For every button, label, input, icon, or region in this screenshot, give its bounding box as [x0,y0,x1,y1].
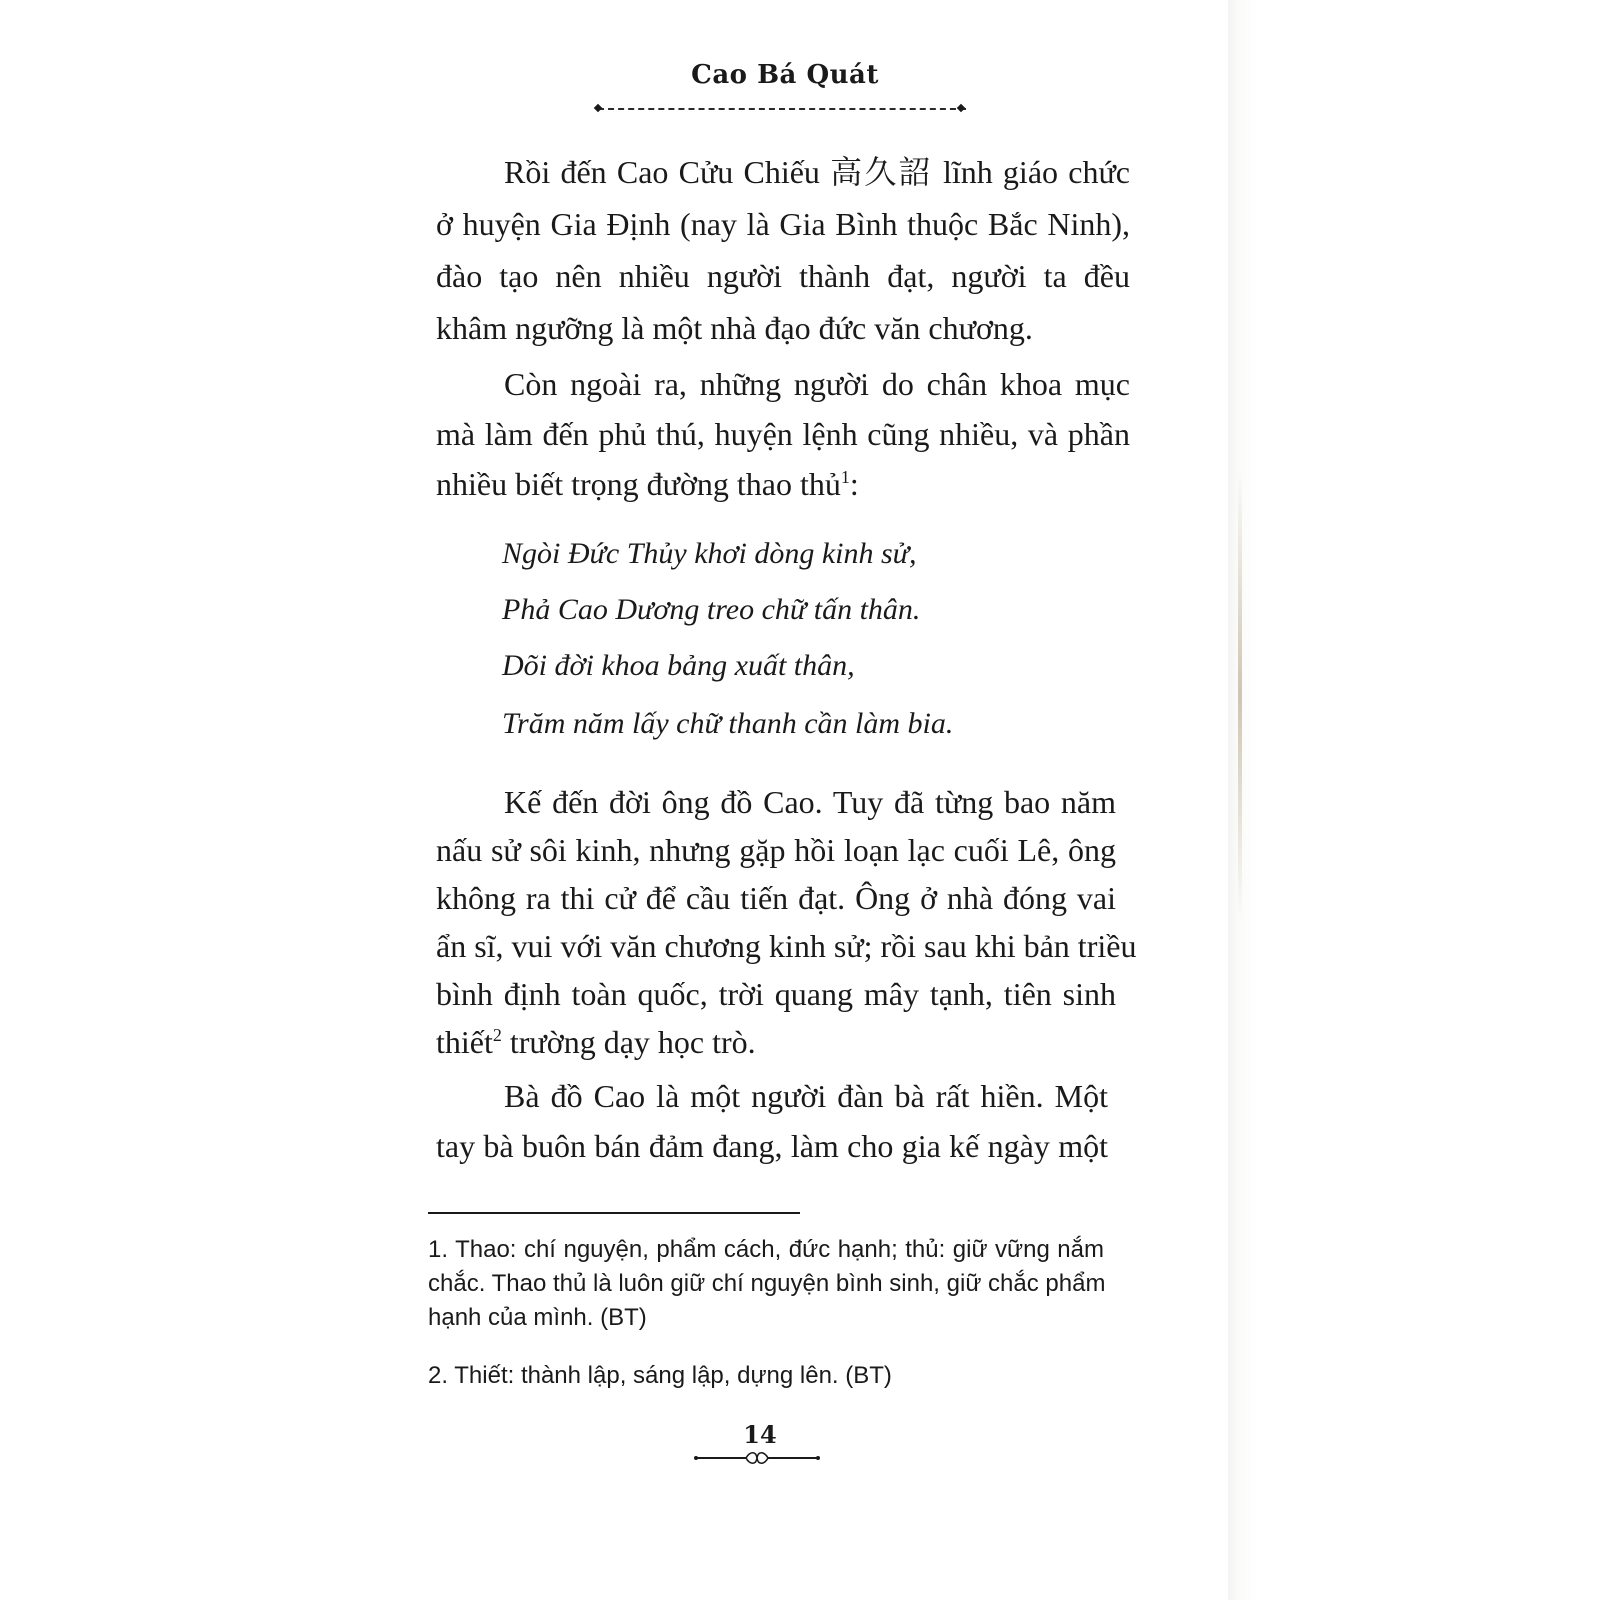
page-number: 14 [743,1420,777,1449]
binding-shadow [1238,470,1242,920]
paragraph-line [436,1022,1116,1062]
header-rule-right-dot [957,104,965,112]
footnote-line: chắc. Thao thủ là luôn giữ chí nguyện bình sinh, giữ chắc phẩm [428,1270,1106,1297]
header-rule-left-dot [594,104,602,112]
header-dashed-rule [598,108,966,110]
paragraph-line: Rồi đến Cao Cửu Chiếu 高久詔 lĩnh giáo chức [504,154,1130,190]
paragraph-line: ở huyện Gia Định (nay là Gia Bình thuộc Bắc Ninh), [436,206,1130,242]
verse-line-4: Trăm năm lấy chữ thanh cần làm bia. [502,707,954,740]
paragraph-line [436,464,1130,504]
paragraph-line-tail: trường dạy học trò. [501,1024,756,1060]
paragraph-line-text: nhiều biết trọng đường thao thủ [436,466,841,502]
paragraph-line: khâm ngưỡng là một nhà đạo đức văn chương. [436,310,1033,346]
footnote-separator [428,1212,800,1214]
paragraph-line: đào tạo nên nhiều người thành đạt, người ta đều [436,258,1130,294]
footnote-line: 2. Thiết: thành lập, sáng lập, dựng lên. (BT) [428,1362,892,1389]
paragraph-line-tail: : [849,466,859,502]
page-edge-shadow [1228,0,1600,1600]
footnote-line: 1. Thao: chí nguyện, phẩm cách, đức hạnh; thủ: giữ vững nắm [428,1236,1104,1263]
paragraph-line: bình định toàn quốc, trời quang mây tạnh, tiên sinh [436,976,1116,1012]
paragraph-line: Bà đồ Cao là một người đàn bà rất hiền. Một [504,1078,1108,1114]
page-number-ornament-icon [694,1448,820,1468]
paragraph-line: Còn ngoài ra, những người do chân khoa mục [504,366,1130,402]
paragraph-line: Kế đến đời ông đồ Cao. Tuy đã từng bao năm [504,784,1116,820]
running-header-title: Cao Bá Quát [691,60,879,90]
paragraph-line: tay bà buôn bán đảm đang, làm cho gia kế ngày một [436,1128,1108,1164]
footnote-ref-1: 1 [840,467,850,487]
paragraph-line: nấu sử sôi kinh, nhưng gặp hồi loạn lạc cuối Lê, ông [436,832,1116,868]
paragraph-line-text: thiết [436,1024,493,1060]
footnote-ref-2: 2 [492,1025,502,1045]
paragraph-line: ẩn sĩ, vui với văn chương kinh sử; rồi sau khi bản triều [436,928,1137,964]
footnote-line: hạnh của mình. (BT) [428,1304,647,1331]
verse-line-2: Phả Cao Dương treo chữ tấn thân. [502,593,921,626]
verse-line-3: Dõi đời khoa bảng xuất thân, [502,649,855,682]
paragraph-line: mà làm đến phủ thú, huyện lệnh cũng nhiều, và phần [436,416,1130,452]
paragraph-line: không ra thi cử để cầu tiến đạt. Ông ở nhà đóng vai [436,880,1116,916]
verse-line-1: Ngòi Đức Thủy khơi dòng kinh sử, [502,537,917,570]
